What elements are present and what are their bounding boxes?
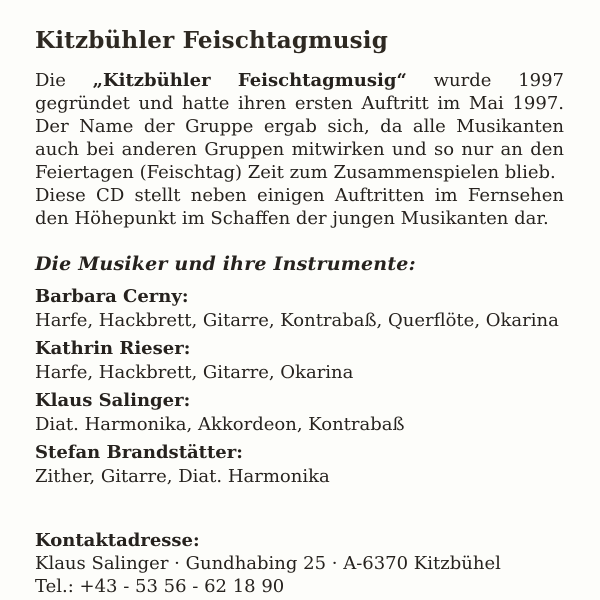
intro-text-pre: Die (35, 70, 93, 91)
intro-paragraph-2: Diese CD stellt neben einigen Auftritten im Fernsehen den Höhepunkt im Schaffen der jungen Musikanten dar. (35, 185, 564, 229)
musician-name: Stefan Brandstätter: (35, 442, 243, 463)
musicians-list (35, 285, 564, 488)
intro-section (35, 69, 564, 230)
intro-text-post: wurde 1997 gegründet und hatte ihren ersten Auftritt im Mai 1997. Der Name der Gruppe ergab sich, da alle Musikanten auch bei anderen Gruppen mitwirken und so nur an den Feiertagen (Feischtag) Zeit zum Zusammenspielen blieb. (35, 70, 565, 183)
contact-heading: Kontaktadresse: (35, 530, 200, 551)
band-name-quoted: „Kitzbühler Feischtagmusig“ (92, 70, 407, 91)
musician-entry (35, 441, 564, 488)
musician-name: Klaus Salinger: (35, 390, 191, 411)
contact-phone: Tel.: +43 - 53 56 - 62 18 90 (35, 576, 285, 597)
musician-instruments: Harfe, Hackbrett, Gitarre, Kontrabaß, Querflöte, Okarina (35, 310, 559, 331)
musicians-heading: Die Musiker und ihre Instrumente: (35, 253, 416, 275)
musician-name: Kathrin Rieser: (35, 338, 191, 359)
musician-name: Barbara Cerny: (35, 286, 189, 307)
musician-entry (35, 389, 564, 436)
musician-instruments: Diat. Harmonika, Akkordeon, Kontrabaß (35, 414, 405, 435)
contact-section (35, 529, 564, 598)
musician-instruments: Zither, Gitarre, Diat. Harmonika (35, 466, 330, 487)
musician-entry (35, 285, 564, 332)
musician-entry (35, 337, 564, 384)
musician-instruments: Harfe, Hackbrett, Gitarre, Okarina (35, 362, 354, 383)
intro-paragraph (35, 69, 564, 184)
contact-address: Klaus Salinger · Gundhabing 25 · A-6370 Kitzbühel (35, 553, 501, 574)
page-title: Kitzbühler Feischtagmusig (35, 27, 388, 54)
